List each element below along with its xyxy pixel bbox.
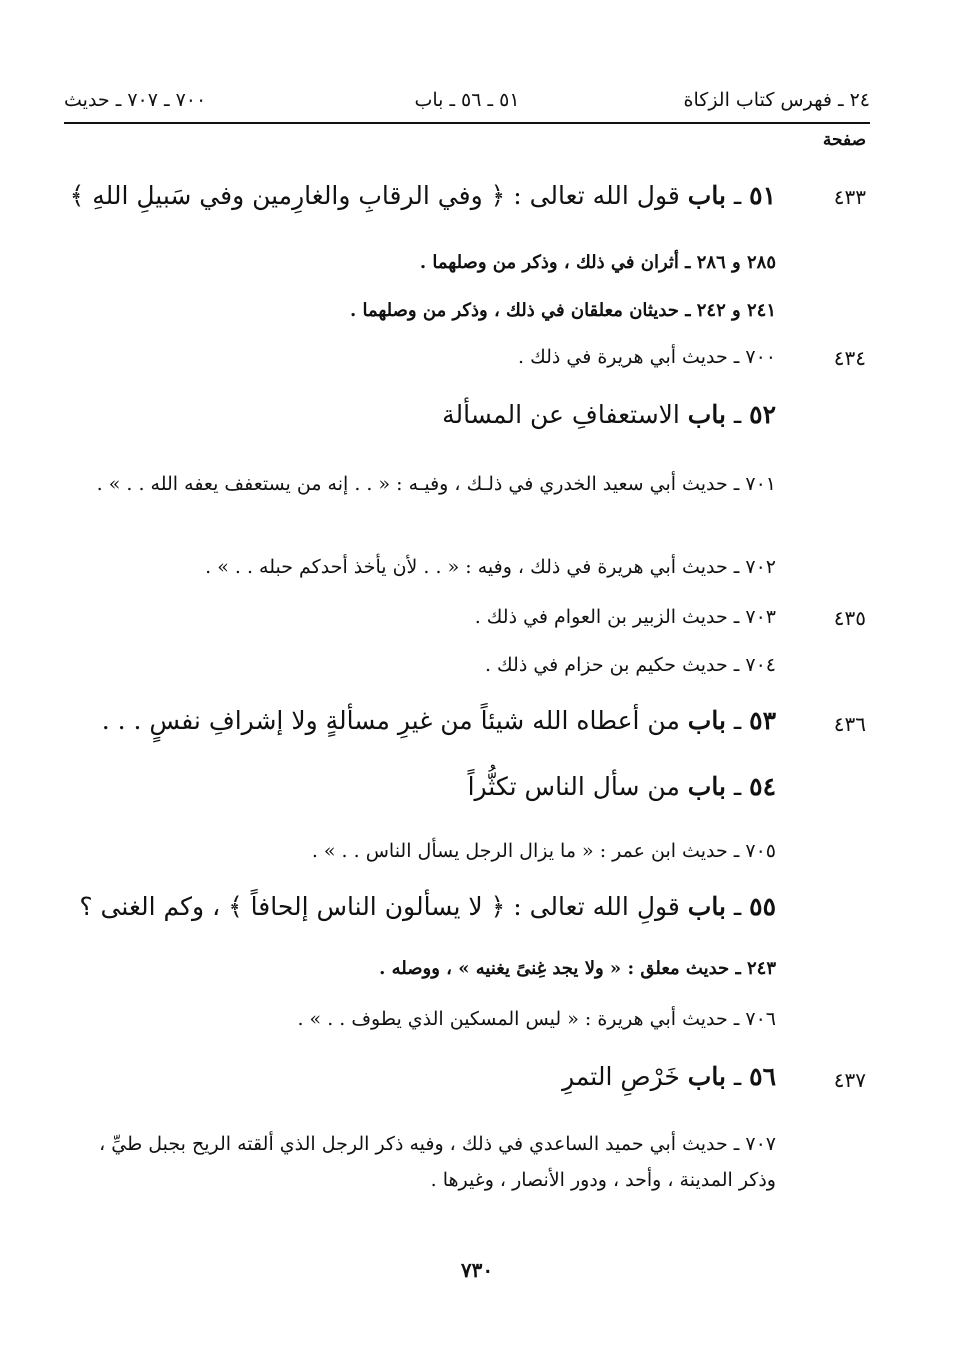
bab-heading	[58, 772, 776, 801]
dash: ـ	[725, 400, 750, 429]
page-ref: ٤٣٥	[833, 606, 866, 630]
dash: ـ	[725, 1062, 750, 1091]
dash: ـ	[725, 181, 750, 210]
hadith-item: ٧٠٦ ـ حديث أبي هريرة : « ليس المسكين الذي يطوف . . » .	[297, 1008, 776, 1030]
bab-title: من أعطاه الله شيئاً من غيرِ مسألةٍ ولا إشرافِ نفسٍ . . .	[101, 706, 688, 735]
page-number: ٧٣٠	[460, 1258, 494, 1282]
bab-number: ٥٤	[749, 772, 776, 801]
header-bab-range: ٥١ ـ ٥٦ ـ باب	[414, 89, 520, 111]
bab-number: ٥٢	[749, 400, 776, 429]
page-ref: ٤٣٧	[833, 1068, 866, 1092]
hadith-item: ٧٠٢ ـ حديث أبي هريرة في ذلك ، وفيه : « . . لأن يأخذ أحدكم حبله . . » .	[205, 556, 776, 578]
bab-title: خَرْصِ التمرِ	[562, 1062, 688, 1091]
bab-keyword: باب	[687, 892, 726, 921]
bab-heading	[40, 892, 776, 921]
hadith-item: ٧٠١ ـ حديث أبي سعيد الخدري في ذلـك ، وفيـه : « . . إنه من يستعفف يعفه الله . . » .	[96, 473, 776, 495]
bab-heading	[58, 181, 776, 210]
page-ref: ٤٣٦	[833, 712, 866, 736]
athar-item: ٢٨٥ و ٢٨٦ ـ أثران في ذلك ، وذكر من وصلهما .	[419, 252, 776, 273]
bab-number: ٥١	[749, 181, 776, 210]
bab-title: الاستعفافِ عن المسألة	[442, 400, 688, 429]
muallaq-item: ٢٤١ و ٢٤٢ ـ حديثان معلقان في ذلك ، وذكر من وصلهما .	[349, 300, 776, 321]
dash: ـ	[725, 892, 750, 921]
hadith-item: ٧٠٣ ـ حديث الزبير بن العوام في ذلك .	[474, 606, 776, 628]
dash: ـ	[725, 772, 750, 801]
bab-title: قول الله تعالى : ﴿ وفي الرقابِ والغارِمين وفي سَبيلِ اللهِ ﴾	[69, 181, 688, 210]
page-column-label: صفحة	[822, 130, 866, 150]
bab-heading	[58, 400, 776, 429]
page-ref: ٤٣٤	[833, 346, 866, 370]
muallaq-item: ٢٤٣ ـ حديث معلق : « ولا يجد غِنىً يغنيه » ، ووصله .	[379, 958, 776, 979]
header-book-title: ٢٤ ـ فهرس كتاب الزكاة	[683, 89, 870, 111]
page-ref: ٤٣٣	[833, 185, 866, 209]
bab-number: ٥٦	[749, 1062, 776, 1091]
bab-title: قولِ الله تعالى : ﴿ لا يسألون الناس إلحافاً ﴾ ، وكم الغنى ؟	[79, 892, 688, 921]
bab-title: من سأل الناس تكثُّراً	[467, 772, 688, 801]
bab-heading	[58, 706, 776, 735]
bab-keyword: باب	[687, 1062, 726, 1091]
hadith-item: ٧٠٧ ـ حديث أبي حميد الساعدي في ذلك ، وفيه ذكر الرجل الذي ألقته الريح بجبل طيِّ ، وذكر المدينة ، وأحد ، ودور الأنصار ، وغيرها .	[99, 1133, 776, 1191]
header-rule	[64, 122, 870, 124]
bab-heading	[58, 1062, 776, 1091]
bab-keyword: باب	[687, 181, 726, 210]
bab-keyword: باب	[687, 400, 726, 429]
header-hadith-range: ٧٠٠ ـ ٧٠٧ ـ حديث	[64, 89, 207, 111]
bab-keyword: باب	[687, 772, 726, 801]
hadith-item: ٧٠٠ ـ حديث أبي هريرة في ذلك .	[518, 346, 776, 368]
hadith-item: ٧٠٥ ـ حديث ابن عمر : « ما يزال الرجل يسأل الناس . . » .	[311, 840, 776, 862]
running-header	[64, 84, 870, 124]
bab-number: ٥٣	[749, 706, 776, 735]
dash: ـ	[725, 706, 750, 735]
bab-number: ٥٥	[749, 892, 776, 921]
hadith-item: ٧٠٤ ـ حديث حكيم بن حزام في ذلك .	[484, 654, 776, 676]
bab-keyword: باب	[687, 706, 726, 735]
